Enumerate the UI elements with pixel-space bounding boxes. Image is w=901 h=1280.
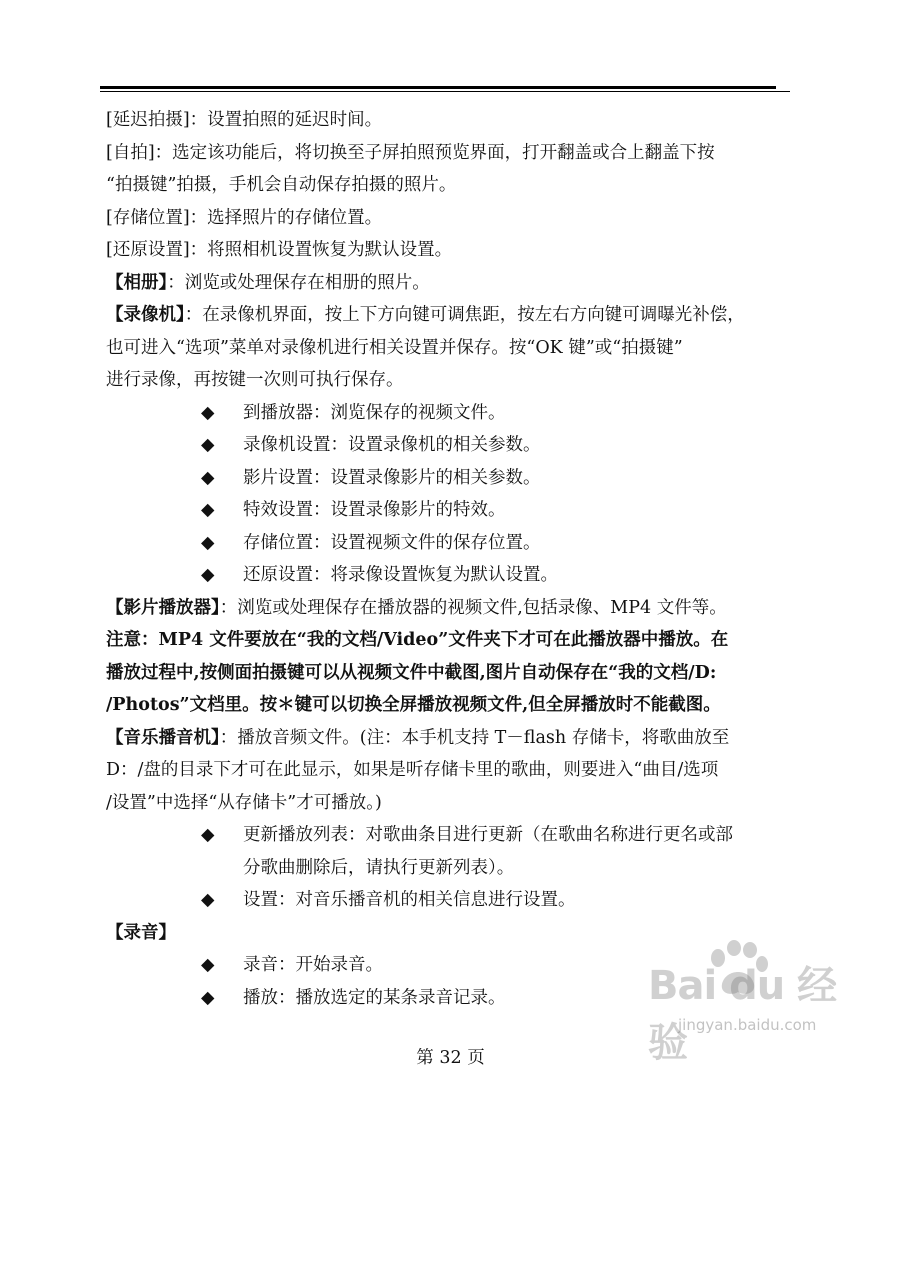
text-line: 进行录像，再按键一次则可执行保存。 <box>106 370 404 390</box>
bullet-item: ◆ 到播放器：浏览保存的视频文件。 <box>106 397 796 430</box>
note-line: 注意：MP4 文件要放在“我的文档/Video”文件夹下才可在此播放器中播放。在 <box>106 630 729 650</box>
camcorder-paragraph <box>106 299 796 332</box>
album-paragraph <box>106 267 796 300</box>
watermark-url: jingyan.baidu.com <box>678 1016 817 1034</box>
text-line: [延迟拍摄]：设置拍照的延迟时间。 <box>106 110 383 130</box>
text-line: [存储位置]：选择照片的存储位置。 <box>106 207 383 228</box>
bullet-item: ◆ 更新播放列表：对歌曲条目进行更新（在歌曲名称进行更名或部 <box>106 819 796 852</box>
player-text: ：浏览或处理保存在播放器的视频文件,包括录像、MP4 文件等。 <box>219 597 727 618</box>
diamond-bullet-icon: ◆ <box>201 402 215 423</box>
bullet-item: ◆ 录音：开始录音。 <box>106 949 796 982</box>
bullet-item: ◆ 还原设置：将录像设置恢复为默认设置。 <box>106 559 796 592</box>
note-line: 播放过程中,按侧面拍摄键可以从视频文件中截图,图片自动保存在“我的文档/D: <box>106 662 717 683</box>
note-line: /Photos”文档里。按＊键可以切换全屏播放视频文件,但全屏播放时不能截图。 <box>106 695 721 715</box>
page-number: 第 32 页 <box>416 1048 485 1068</box>
bullet-item: ◆ 影片设置：设置录像影片的相关参数。 <box>106 462 796 495</box>
music-heading: 【音乐播音机】 <box>106 727 220 748</box>
bullet-item: ◆ 特效设置：设置录像影片的特效。 <box>106 494 796 527</box>
header-rule-thick <box>100 86 776 89</box>
header-rule-thin <box>100 91 790 92</box>
camcorder-text: ：在录像机界面，按上下方向键可调焦距，按左右方向键可调曝光补偿， <box>184 305 745 325</box>
diamond-bullet-icon: ◆ <box>201 500 215 520</box>
diamond-bullet-icon: ◆ <box>201 467 215 488</box>
record-heading: 【录音】 <box>106 922 176 943</box>
camcorder-heading: 【录像机】 <box>106 305 185 325</box>
watermark-logo: Bai du 经验 <box>648 963 837 1066</box>
bullet-item: ◆ 播放：播放选定的某条录音记录。 <box>106 982 796 1015</box>
album-text: ：浏览或处理保存在相册的照片。 <box>167 272 430 293</box>
diamond-bullet-icon: ◆ <box>201 987 215 1008</box>
diamond-bullet-icon: ◆ <box>201 532 215 553</box>
diamond-bullet-icon: ◆ <box>201 890 215 910</box>
text-line: /设置”中选择“从存储卡”才可播放。) <box>106 792 382 813</box>
bullet-continuation: 分歌曲删除后，请执行更新列表）。 <box>243 857 515 878</box>
diamond-bullet-icon: ◆ <box>201 565 215 585</box>
text-line: [自拍]：选定该功能后，将切换至子屏拍照预览界面，打开翻盖或合上翻盖下按 <box>106 142 715 163</box>
diamond-bullet-icon: ◆ <box>201 825 215 845</box>
diamond-bullet-icon: ◆ <box>201 435 215 455</box>
music-paragraph <box>106 722 796 755</box>
album-heading: 【相册】 <box>106 272 168 293</box>
music-text: ：播放音频文件。(注：本手机支持 T－flash 存储卡，将歌曲放至 <box>219 727 730 748</box>
bullet-item: ◆ 设置：对音乐播音机的相关信息进行设置。 <box>106 884 796 917</box>
text-line: [还原设置]：将照相机设置恢复为默认设置。 <box>106 240 453 260</box>
diamond-bullet-icon: ◆ <box>201 955 215 975</box>
text-line: 也可进入“选项”菜单对录像机进行相关设置并保存。按“OK 键”或“拍摄键” <box>106 337 683 358</box>
player-heading: 【影片播放器】 <box>106 597 220 618</box>
document-body <box>106 104 796 1014</box>
bullet-item: ◆ 录像机设置：设置录像机的相关参数。 <box>106 429 796 462</box>
baidu-watermark <box>638 938 868 1066</box>
player-paragraph <box>106 592 796 625</box>
bullet-item: ◆ 存储位置：设置视频文件的保存位置。 <box>106 527 796 560</box>
text-line: “拍摄键”拍摄，手机会自动保存拍摄的照片。 <box>106 175 457 195</box>
text-line: D：/盘的目录下才可在此显示，如果是听存储卡里的歌曲，则要进入“曲目/选项 <box>106 760 719 780</box>
